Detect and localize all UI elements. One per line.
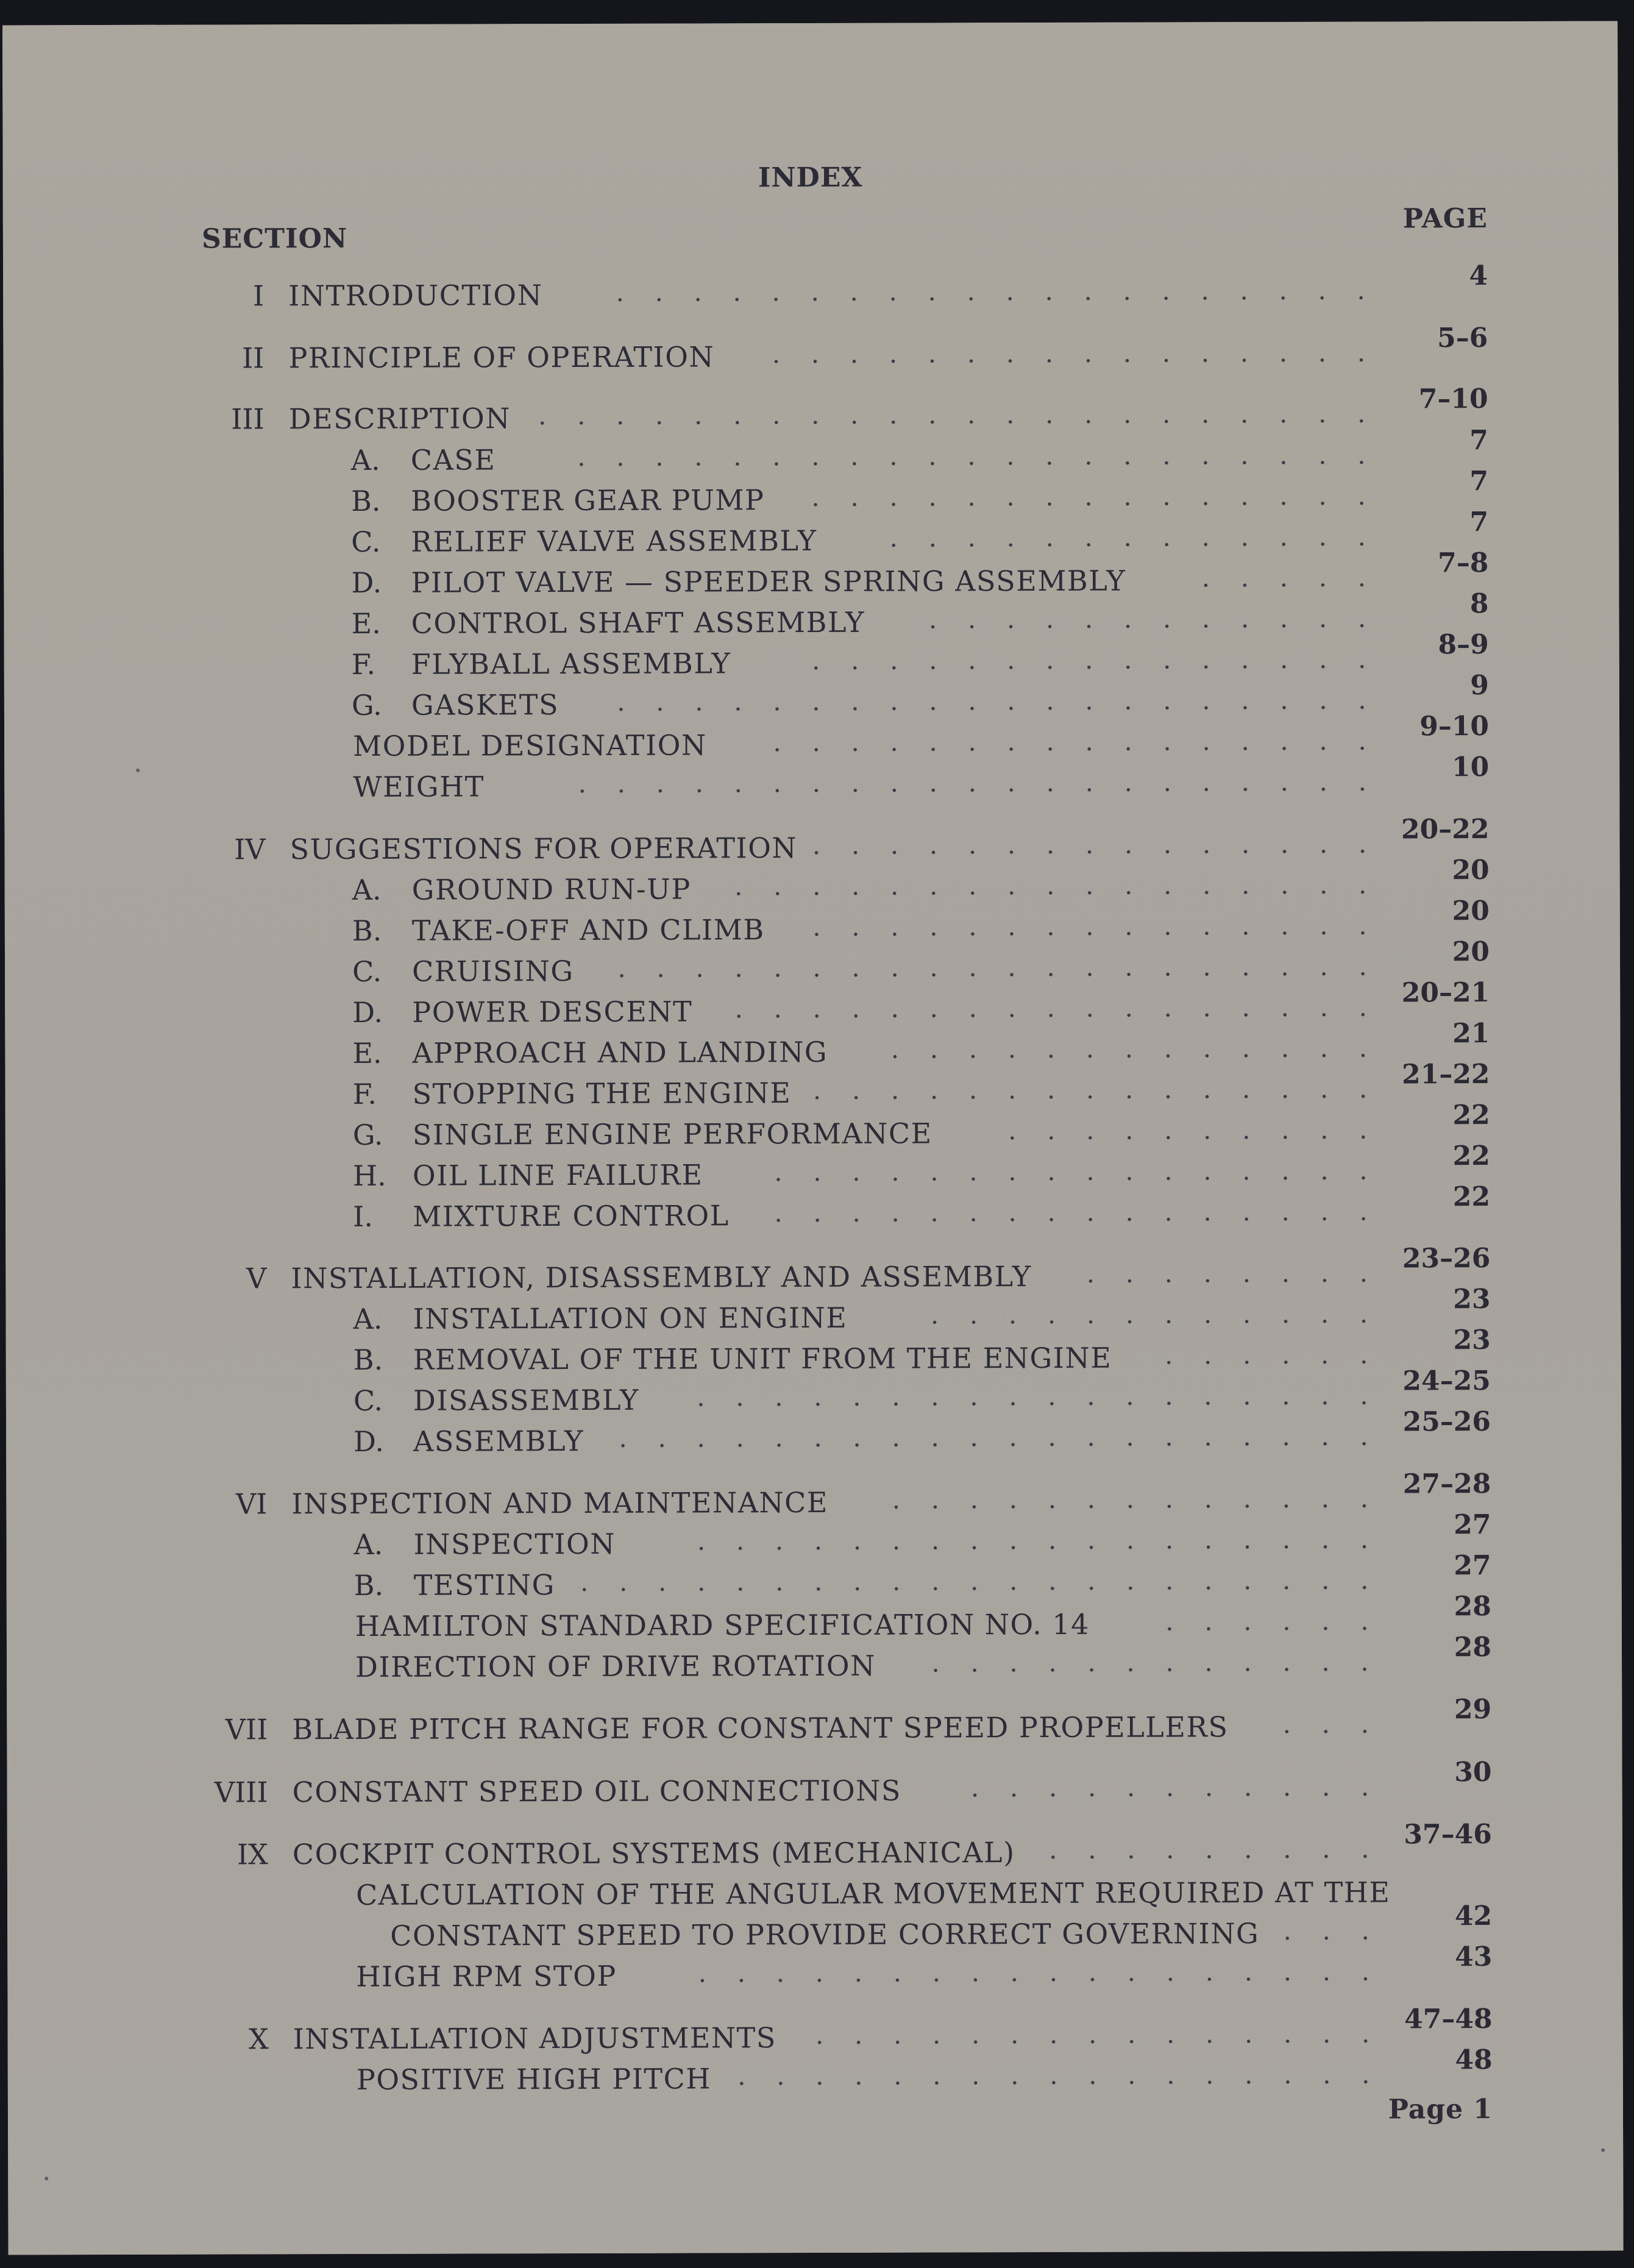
- dot-leader: [571, 787, 1382, 793]
- dot-leader: [810, 1095, 1383, 1100]
- entry-title: INSPECTION AND MAINTENANCE: [291, 1485, 829, 1521]
- entry-title: POSITIVE HIGH PITCH: [356, 2062, 711, 2096]
- subsection-letter: I.: [353, 1200, 373, 1233]
- subsection-letter: A.: [353, 1527, 383, 1561]
- dot-leader: [754, 747, 1382, 752]
- toc-entry: [6, 1406, 1621, 1465]
- entry-title: INTRODUCTION: [288, 279, 543, 313]
- section-numeral: VII: [225, 1713, 268, 1746]
- section-numeral: V: [246, 1262, 267, 1295]
- toc-entry: [7, 1550, 1622, 1609]
- page-reference: 30: [1454, 1757, 1492, 1788]
- dot-leader: [806, 2039, 1385, 2044]
- toc-entry: [6, 1468, 1621, 1527]
- subsection-letter: A.: [352, 873, 382, 906]
- subsection-letter: G.: [351, 688, 382, 722]
- toc-entry: [4, 547, 1619, 606]
- subsection-letter: C.: [353, 1384, 383, 1417]
- entry-title: POWER DESCENT: [412, 995, 693, 1029]
- dot-leader: [859, 1504, 1384, 1509]
- page-reference: 10: [1451, 752, 1490, 783]
- toc-entry: [5, 1018, 1620, 1077]
- paper-speck: [1601, 2149, 1605, 2152]
- subsection-letter: C.: [351, 525, 381, 558]
- dot-leader: [671, 1545, 1384, 1551]
- entry-title: STOPPING THE ENGINE: [412, 1076, 792, 1111]
- toc-entry: [7, 1900, 1622, 1960]
- toc-entry: [4, 629, 1619, 688]
- dot-leader: [580, 1586, 1384, 1591]
- page-reference: 7: [1469, 425, 1488, 457]
- section-numeral: II: [242, 341, 265, 375]
- entry-title: OIL LINE FAILURE: [412, 1158, 703, 1192]
- dot-leader: [803, 931, 1382, 936]
- subsection-letter: B.: [353, 1343, 383, 1376]
- toc-entry: [4, 752, 1619, 811]
- dot-leader: [753, 358, 1380, 364]
- page-number-footer: Page 1: [1388, 2094, 1493, 2125]
- entry-title: CONTROL SHAFT ASSEMBLY: [411, 605, 865, 640]
- dot-leader: [552, 461, 1381, 467]
- toc-entry: [4, 670, 1619, 729]
- dot-leader: [613, 296, 1380, 302]
- dot-leader: [614, 972, 1382, 978]
- page-reference: 7: [1469, 466, 1489, 497]
- dot-leader: [614, 706, 1382, 711]
- section-numeral: VI: [235, 1487, 268, 1521]
- subsection-letter: B.: [352, 914, 382, 947]
- dot-leader: [755, 1217, 1383, 1223]
- page-reference: 5–6: [1437, 322, 1488, 354]
- entry-title: APPROACH AND LANDING: [412, 1035, 828, 1070]
- page-reference: 43: [1455, 1941, 1493, 1973]
- toc-entry: [7, 1757, 1622, 1816]
- entry-title: CALCULATION OF THE ANGULAR MOVEMENT REQUIRED AT THE: [355, 1875, 1391, 1911]
- dot-leader: [1134, 1627, 1384, 1631]
- dot-leader: [712, 890, 1382, 896]
- dot-leader: [803, 850, 1382, 855]
- entry-title: PILOT VALVE — SPEEDER SPRING ASSEMBLY: [411, 564, 1126, 599]
- subsection-letter: E.: [351, 606, 381, 640]
- dot-leader: [790, 502, 1381, 507]
- page-reference: 47–48: [1404, 2003, 1493, 2035]
- page-reference: 27: [1454, 1509, 1491, 1541]
- toc-entry: [7, 1941, 1622, 2000]
- entry-title: SUGGESTIONS FOR OPERATION: [290, 831, 798, 866]
- toc-entry: [4, 507, 1619, 566]
- toc-entry: [6, 1324, 1621, 1384]
- subsection-letter: A.: [350, 443, 380, 477]
- paper-speck: [44, 2177, 48, 2180]
- page-reference: 28: [1454, 1632, 1492, 1663]
- dot-leader: [1262, 1730, 1384, 1734]
- dot-leader: [1084, 1279, 1383, 1283]
- dot-leader: [803, 665, 1382, 670]
- entry-title: GASKETS: [411, 688, 559, 722]
- toc-entry: [8, 2044, 1623, 2103]
- toc-entry: [6, 1365, 1621, 1424]
- entry-title: REMOVAL OF THE UNIT FROM THE ENGINE: [413, 1341, 1112, 1376]
- section-numeral: IV: [234, 833, 266, 866]
- dot-leader: [857, 542, 1381, 547]
- page-reference: 24–25: [1402, 1365, 1491, 1397]
- toc-entry: [8, 2003, 1623, 2063]
- section-numeral: X: [248, 2022, 269, 2056]
- toc-entry: [5, 977, 1620, 1036]
- entry-title: MODEL DESIGNATION: [353, 728, 707, 763]
- page-reference: 21: [1452, 1018, 1490, 1050]
- entry-title: DISASSEMBLY: [413, 1383, 639, 1417]
- page-reference: 37–46: [1404, 1819, 1492, 1850]
- section-numeral: IX: [236, 1838, 268, 1871]
- dot-leader: [993, 1136, 1383, 1140]
- subsection-letter: D.: [351, 566, 382, 599]
- toc-entry: [3, 260, 1618, 319]
- section-numeral: III: [231, 402, 265, 436]
- dot-leader: [715, 2080, 1385, 2086]
- entry-title: BOOSTER GEAR PUMP: [410, 483, 765, 517]
- document-page: [2, 21, 1624, 2255]
- page-reference: 20: [1452, 936, 1490, 968]
- dot-leader: [952, 1793, 1385, 1797]
- toc-entry: [7, 1875, 1622, 1919]
- entry-title: INSTALLATION ADJUSTMENTS: [293, 2021, 776, 2056]
- subsection-letter: B.: [353, 1568, 384, 1602]
- toc-entry: [5, 1181, 1621, 1240]
- entry-title: CRUISING: [411, 954, 574, 988]
- page-reference: 20–22: [1401, 814, 1490, 845]
- subsection-letter: B.: [350, 484, 381, 517]
- page-reference: 8–9: [1438, 629, 1489, 661]
- page-reference: 23: [1453, 1324, 1491, 1356]
- page-reference: 7: [1469, 507, 1489, 538]
- page-reference: 27–28: [1402, 1468, 1491, 1500]
- subsection-letter: F.: [352, 1077, 377, 1111]
- dot-leader: [1281, 1936, 1385, 1940]
- entry-title: CONSTANT SPEED OIL CONNECTIONS: [292, 1774, 901, 1809]
- page-reference: 28: [1454, 1591, 1491, 1623]
- dot-leader: [1134, 1360, 1384, 1365]
- page-reference: 27: [1454, 1550, 1491, 1582]
- toc-entry: [5, 1284, 1621, 1343]
- toc-entry: [5, 855, 1620, 914]
- entry-title: CONSTANT SPEED TO PROVIDE CORRECT GOVERNING: [390, 1917, 1260, 1952]
- toc-entry: [5, 936, 1620, 995]
- dot-leader: [1043, 1855, 1385, 1859]
- entry-title: COCKPIT CONTROL SYSTEMS (MECHANICAL): [292, 1836, 1015, 1871]
- entry-title: HAMILTON STANDARD SPECIFICATION NO. 14: [355, 1607, 1090, 1643]
- page-reference: 20: [1452, 855, 1490, 886]
- dot-leader: [672, 1977, 1385, 1983]
- dot-leader: [1174, 583, 1381, 588]
- toc-entry: [7, 1632, 1622, 1691]
- toc-entry: [7, 1591, 1622, 1650]
- toc-entry: [5, 1140, 1621, 1200]
- dot-leader: [616, 1442, 1384, 1448]
- dot-leader: [516, 419, 1381, 425]
- index-title: INDEX: [758, 162, 863, 194]
- entry-title: SINGLE ENGINE PERFORMANCE: [412, 1117, 932, 1151]
- dot-leader: [670, 1401, 1384, 1407]
- dot-leader: [902, 1320, 1384, 1324]
- entry-title: GROUND RUN-UP: [411, 872, 691, 906]
- toc-entry: [4, 814, 1619, 873]
- page-reference: 21–22: [1401, 1059, 1490, 1090]
- toc-entry: [4, 383, 1619, 443]
- dot-leader: [900, 624, 1382, 629]
- paper-speck: [136, 769, 140, 772]
- toc-entry: [4, 466, 1619, 525]
- subsection-letter: D.: [353, 1424, 385, 1458]
- subsection-letter: C.: [352, 954, 382, 988]
- page-reference: 8: [1469, 588, 1489, 620]
- section-numeral: VIII: [214, 1776, 268, 1809]
- page-reference: 22: [1452, 1100, 1490, 1131]
- subsection-letter: E.: [352, 1036, 382, 1070]
- entry-title: BLADE PITCH RANGE FOR CONSTANT SPEED PROPELLERS: [292, 1710, 1229, 1746]
- dot-leader: [903, 1668, 1384, 1673]
- dot-leader: [755, 1176, 1383, 1182]
- page-reference: 25–26: [1402, 1406, 1491, 1438]
- subsection-letter: D.: [352, 995, 383, 1029]
- entry-title: RELIEF VALVE ASSEMBLY: [411, 524, 817, 558]
- entry-title: CASE: [410, 443, 496, 477]
- toc-entry: [7, 1819, 1622, 1878]
- toc-entry: [4, 425, 1619, 484]
- page-reference: 7–10: [1418, 383, 1488, 415]
- entry-title: WEIGHT: [353, 770, 485, 803]
- entry-title: INSTALLATION ON ENGINE: [413, 1301, 848, 1335]
- toc-entry: [5, 1100, 1621, 1159]
- toc-entry: [6, 1509, 1621, 1568]
- page-reference: 48: [1455, 2044, 1493, 2076]
- toc-entry: [5, 1243, 1621, 1302]
- entry-title: DIRECTION OF DRIVE ROTATION: [355, 1649, 876, 1683]
- page-reference: 20: [1452, 895, 1490, 927]
- subsection-letter: G.: [352, 1118, 383, 1151]
- entry-title: TESTING: [413, 1568, 555, 1602]
- page-reference: 22: [1452, 1181, 1491, 1213]
- page-reference: 42: [1454, 1900, 1493, 1932]
- toc-entry: [5, 895, 1620, 954]
- entry-title: FLYBALL ASSEMBLY: [411, 647, 731, 681]
- subsection-letter: H.: [352, 1159, 386, 1192]
- dot-leader: [858, 1054, 1382, 1059]
- entry-title: ASSEMBLY: [413, 1424, 584, 1458]
- page-reference: 22: [1452, 1140, 1490, 1172]
- entry-title: TAKE-OFF AND CLIMB: [411, 913, 765, 947]
- page-reference: 20–21: [1401, 977, 1490, 1009]
- entry-title: INSTALLATION, DISASSEMBLY AND ASSEMBLY: [291, 1260, 1032, 1295]
- toc-entry: [3, 322, 1618, 382]
- page-reference: 7–8: [1438, 547, 1489, 579]
- page-reference: 4: [1469, 260, 1488, 292]
- entry-title: PRINCIPLE OF OPERATION: [288, 340, 715, 375]
- toc-entry: [4, 588, 1619, 647]
- subsection-letter: F.: [351, 647, 376, 681]
- toc-entry: [4, 711, 1619, 770]
- section-column-header: SECTION: [201, 222, 348, 255]
- toc-entry: [5, 1059, 1621, 1118]
- page-reference: 9: [1470, 670, 1489, 702]
- page-reference: 29: [1454, 1694, 1492, 1726]
- entry-title: INSPECTION: [413, 1527, 616, 1561]
- page-reference: 23: [1453, 1284, 1491, 1315]
- subsection-letter: A.: [353, 1302, 383, 1335]
- entry-title: HIGH RPM STOP: [356, 1959, 617, 1993]
- page-reference: 9–10: [1419, 711, 1490, 742]
- section-numeral: I: [252, 279, 265, 313]
- dot-leader: [712, 1013, 1382, 1018]
- toc-entry: [7, 1694, 1622, 1753]
- entry-title: DESCRIPTION: [288, 402, 511, 436]
- page-column-header: PAGE: [1402, 203, 1488, 235]
- entry-title: MIXTURE CONTROL: [413, 1199, 730, 1233]
- page-reference: 23–26: [1402, 1243, 1491, 1274]
